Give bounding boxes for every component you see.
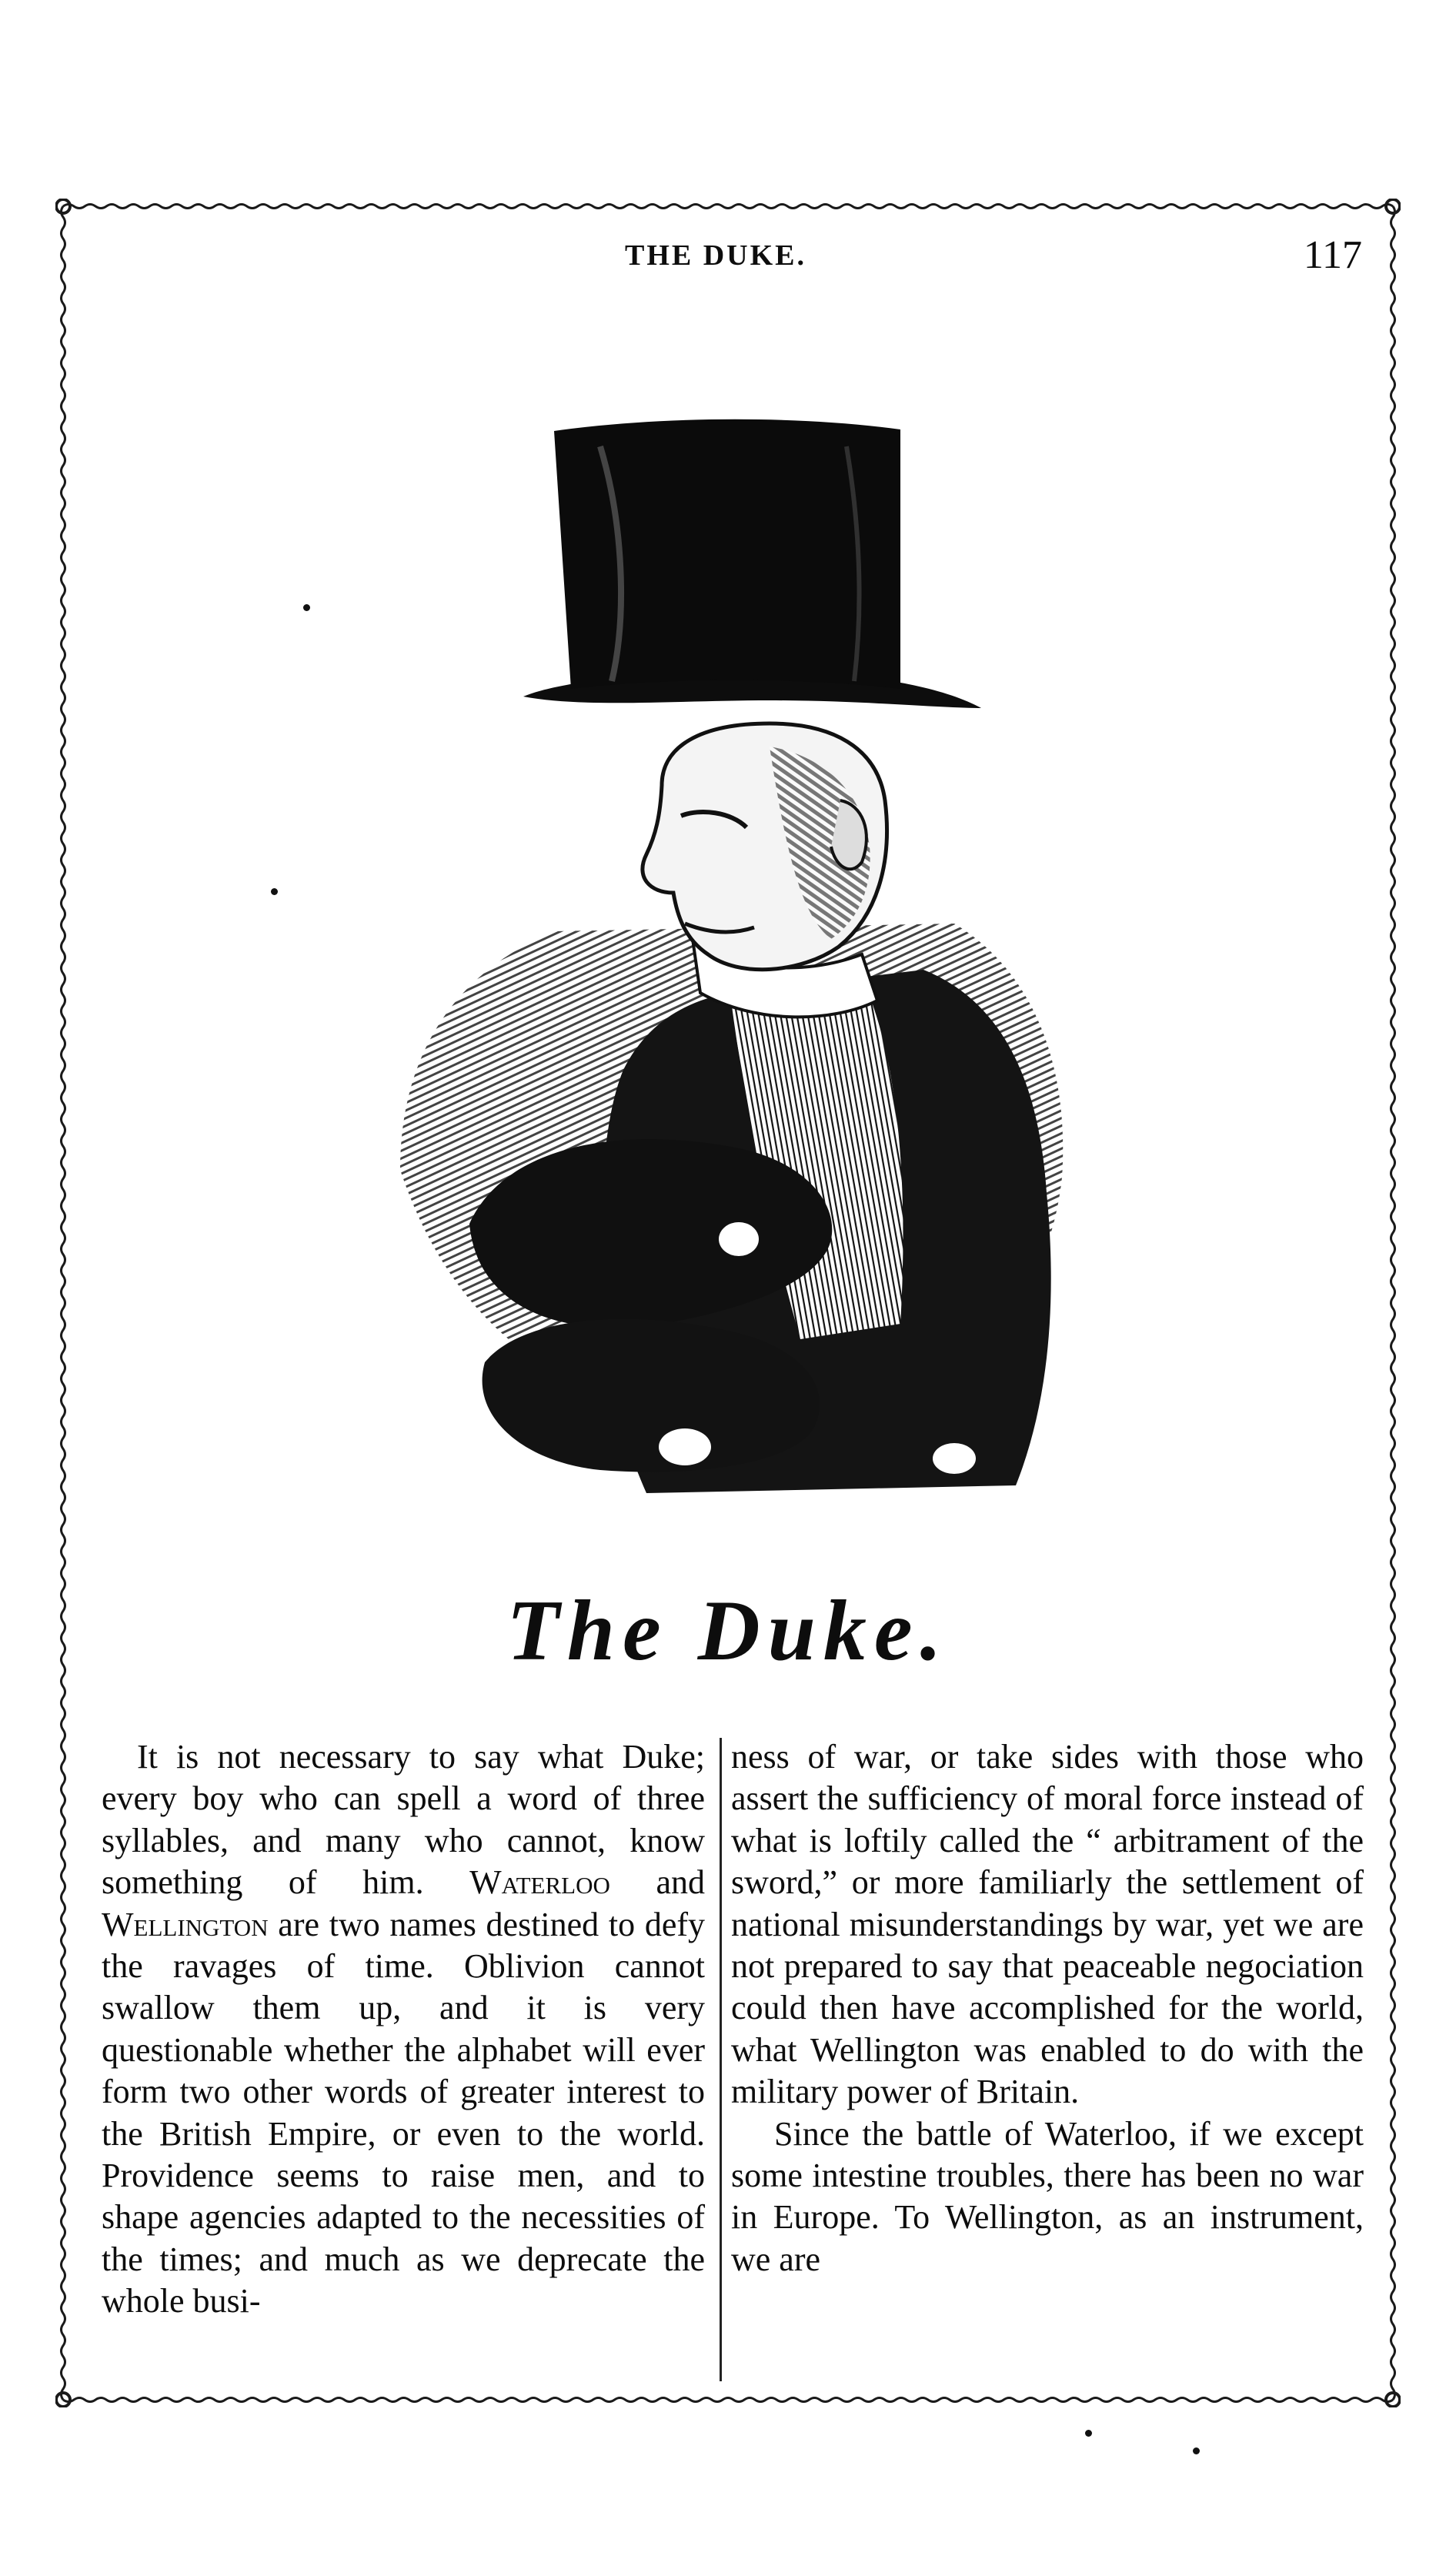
paragraph-right-1: ness of war, or take sides with those who assert the sufficiency of moral force instead of what is loftily called the “ arbitrament of the sword,” or more familiarly the settlement of national misunderstandings by war, yet we are not prepared to say that peaceable negociation could then have accomplished for the world, what Wellington was enabled to do with the military power of Britain.	[731, 1738, 1364, 2111]
left-column	[102, 1736, 705, 2323]
print-speck	[303, 604, 310, 611]
text-run: and	[609, 1863, 705, 1902]
print-speck	[1085, 2430, 1092, 2437]
small-caps-wellington: Wellington	[102, 1905, 269, 1943]
print-speck	[271, 888, 278, 895]
paragraph-left-1	[102, 1736, 705, 2323]
border-edge	[62, 206, 65, 2400]
right-column	[731, 1736, 1364, 2280]
border-edge	[1391, 206, 1395, 2400]
text-run: are two names destined to defy the ravages of time. Oblivion cannot swallow them up, and it is very questionable whether the alphabet will ever form two other words of greater interest to the British Empire, or even to the world. Providence seems to raise men, and to shape agencies adapted to the necessities of the times; and much as we deprecate the whole busi-	[102, 1905, 705, 2320]
small-caps-waterloo: Waterloo	[469, 1863, 610, 1902]
text-run: It is not necessary to say what Duke; every boy who can spell a word of three syllables, and many who cannot, know something of him.	[102, 1738, 705, 1902]
running-head	[123, 233, 1378, 292]
print-speck	[1193, 2447, 1200, 2454]
portrait-illustration	[369, 385, 1093, 1547]
paragraph-right-2: Since the battle of Waterloo, if we except some intestine troubles, there has been no war in Europe. To Wellington, as an instrument, we are	[731, 2114, 1364, 2278]
border-edge	[63, 205, 1393, 209]
article-heading: The Duke.	[506, 1583, 950, 1679]
running-title: THE DUKE.	[624, 239, 807, 272]
border-edge	[63, 2398, 1393, 2402]
page-number: 117	[1303, 233, 1362, 277]
column-divider	[720, 1738, 722, 2381]
